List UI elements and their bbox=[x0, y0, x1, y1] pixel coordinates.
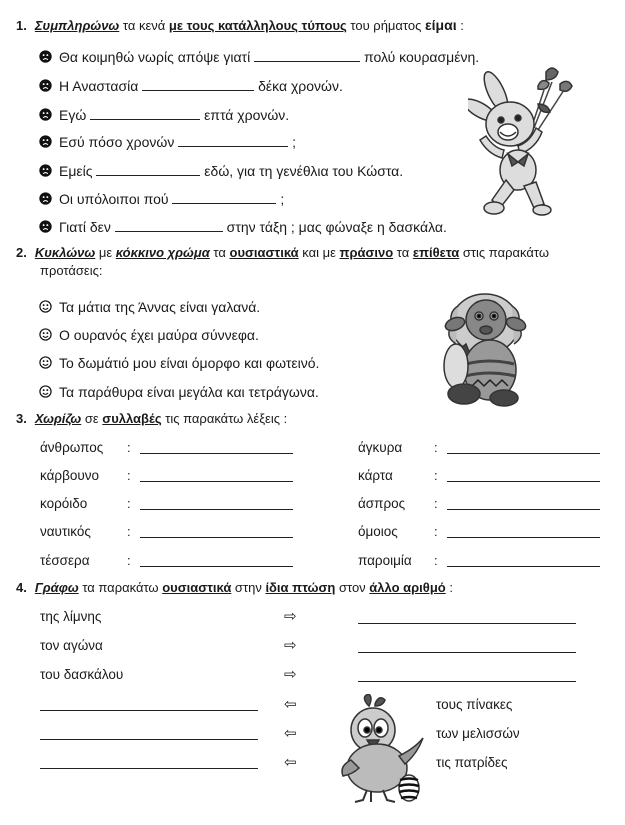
sentence-to-annotate[interactable]: Το δωμάτιό μου είναι όμορφο και φωτεινό. bbox=[59, 355, 320, 371]
instruction-verb: Συμπληρώνω bbox=[34, 18, 120, 33]
answer-line[interactable] bbox=[358, 681, 576, 682]
syllable-word: άνθρωπος bbox=[40, 440, 104, 455]
question-number: 2. bbox=[16, 245, 27, 260]
fill-in-sentence bbox=[59, 190, 284, 208]
syllable-answer-line[interactable] bbox=[447, 537, 600, 538]
sentence-start: Γιατί δεν bbox=[59, 219, 111, 235]
question-4-heading bbox=[16, 580, 453, 596]
instruction-emphasis: επίθετα bbox=[412, 245, 460, 260]
smiley-face-icon bbox=[39, 385, 53, 399]
noun-to-convert: των μελισσών bbox=[436, 726, 520, 741]
fill-in-sentence bbox=[59, 133, 296, 151]
noun-to-convert: τους πίνακες bbox=[436, 697, 513, 712]
syllable-answer-line[interactable] bbox=[140, 566, 293, 567]
sentence-end: ; bbox=[280, 191, 285, 207]
smiley-face-icon bbox=[39, 328, 53, 342]
syllable-word: άγκυρα bbox=[358, 440, 403, 455]
fill-in-sentence bbox=[59, 106, 289, 124]
sentence-end: πολύ κουρασμένη. bbox=[363, 49, 480, 65]
colon-separator: : bbox=[434, 524, 438, 539]
syllable-word: άσπρος bbox=[358, 496, 406, 511]
syllable-word: ναυτικός bbox=[40, 524, 91, 539]
colon-separator: : bbox=[434, 553, 438, 568]
sentence-end: στην τάξη ; μας φώναξε η δασκάλα. bbox=[226, 219, 447, 235]
instruction-text: με bbox=[95, 245, 116, 260]
sentence-to-annotate[interactable]: Ο ουρανός έχει μαύρα σύννεφα. bbox=[59, 327, 259, 343]
sad-face-icon bbox=[39, 79, 53, 93]
sentence-to-annotate[interactable]: Τα παράθυρα είναι μεγάλα και τετράγωνα. bbox=[59, 384, 319, 400]
smiley-face-icon bbox=[39, 356, 53, 370]
syllable-answer-line[interactable] bbox=[447, 481, 600, 482]
lamb-easter-egg-illustration bbox=[440, 286, 530, 408]
instruction-text: τα παρακάτω bbox=[78, 580, 163, 595]
answer-line[interactable] bbox=[358, 623, 576, 624]
instruction-text: στην bbox=[231, 580, 266, 595]
instruction-emphasis: ουσιαστικά bbox=[229, 245, 299, 260]
syllable-answer-line[interactable] bbox=[447, 566, 600, 567]
instruction-emphasis: με τους κατάλληλους τύπους bbox=[168, 18, 347, 33]
noun-to-convert: του δασκάλου bbox=[40, 667, 124, 682]
syllable-word: όμοιος bbox=[358, 524, 398, 539]
question-number: 4. bbox=[16, 580, 27, 595]
fill-in-sentence bbox=[59, 162, 403, 180]
sad-face-icon bbox=[39, 192, 53, 206]
sentence-start: Εγώ bbox=[59, 107, 87, 123]
colon-separator: : bbox=[434, 468, 438, 483]
fill-in-sentence bbox=[59, 77, 343, 95]
sentence-end: δέκα χρονών. bbox=[258, 78, 343, 94]
instruction-text: : bbox=[445, 580, 453, 595]
sad-face-icon bbox=[39, 164, 53, 178]
syllable-word: κάρβουνο bbox=[40, 468, 99, 483]
arrow-left-icon: ⇦ bbox=[284, 754, 297, 771]
question-2-heading-line2: προτάσεις: bbox=[40, 263, 103, 278]
sentence-end: ; bbox=[292, 134, 296, 150]
colon-separator: : bbox=[127, 524, 131, 539]
sentence-end: εδώ, για τη γενέθλια του Κώστα. bbox=[204, 163, 404, 179]
syllable-answer-line[interactable] bbox=[140, 453, 293, 454]
answer-blank[interactable] bbox=[172, 191, 276, 204]
syllable-answer-line[interactable] bbox=[447, 509, 600, 510]
colon-separator: : bbox=[127, 440, 131, 455]
instruction-text: στον bbox=[335, 580, 370, 595]
arrow-right-icon: ⇨ bbox=[284, 666, 297, 683]
syllable-answer-line[interactable] bbox=[447, 453, 600, 454]
question-2-heading bbox=[16, 245, 549, 261]
syllable-word: κορόιδο bbox=[40, 496, 88, 511]
instruction-emphasis: ίδια πτώση bbox=[265, 580, 336, 595]
sad-face-icon bbox=[39, 50, 53, 64]
question-number: 1. bbox=[16, 18, 27, 33]
instruction-text: : bbox=[456, 18, 464, 33]
noun-to-convert: της λίμνης bbox=[40, 609, 102, 624]
syllable-answer-line[interactable] bbox=[140, 481, 293, 482]
noun-to-convert: τον αγώνα bbox=[40, 638, 103, 653]
sentence-start: Εσύ πόσο χρονών bbox=[59, 134, 175, 150]
sentence-start: Οι υπόλοιποι πού bbox=[59, 191, 169, 207]
sentence-start: Η Αναστασία bbox=[59, 78, 139, 94]
instruction-text: σε bbox=[81, 411, 103, 426]
instruction-text: του ρήματος bbox=[346, 18, 425, 33]
chick-easter-egg-illustration bbox=[333, 694, 433, 806]
answer-blank[interactable] bbox=[115, 219, 223, 232]
arrow-left-icon: ⇦ bbox=[284, 696, 297, 713]
answer-blank[interactable] bbox=[142, 78, 254, 91]
smiley-face-icon bbox=[39, 300, 53, 314]
instruction-text: τις παρακάτω λέξεις : bbox=[161, 411, 288, 426]
instruction-emphasis: άλλο αριθμό bbox=[369, 580, 446, 595]
sad-face-icon bbox=[39, 135, 53, 149]
instruction-text: τα bbox=[393, 245, 413, 260]
fill-in-sentence bbox=[59, 48, 479, 66]
syllable-answer-line[interactable] bbox=[140, 537, 293, 538]
sentence-start: Εμείς bbox=[59, 163, 93, 179]
fill-in-sentence bbox=[59, 218, 447, 236]
question-3-heading bbox=[16, 411, 287, 427]
answer-blank[interactable] bbox=[90, 107, 200, 120]
syllable-answer-line[interactable] bbox=[140, 509, 293, 510]
arrow-right-icon: ⇨ bbox=[284, 608, 297, 625]
sentence-end: επτά χρονών. bbox=[204, 107, 290, 123]
answer-blank[interactable] bbox=[96, 163, 200, 176]
sad-face-icon bbox=[39, 108, 53, 122]
arrow-left-icon: ⇦ bbox=[284, 725, 297, 742]
answer-line[interactable] bbox=[358, 652, 576, 653]
instruction-emphasis: πράσινο bbox=[339, 245, 394, 260]
sentence-start: Θα κοιμηθώ νωρίς απόψε γιατί bbox=[59, 49, 251, 65]
bunny-flowers-illustration bbox=[468, 62, 578, 222]
instruction-text: στις παρακάτω bbox=[459, 245, 549, 260]
instruction-emphasis: ουσιαστικά bbox=[162, 580, 232, 595]
instruction-emphasis: είμαι bbox=[424, 17, 457, 33]
instruction-verb: Κυκλώνω bbox=[34, 245, 96, 260]
answer-blank[interactable] bbox=[178, 134, 288, 147]
question-number: 3. bbox=[16, 411, 27, 426]
instruction-text: και με bbox=[298, 245, 340, 260]
noun-to-convert: τις πατρίδες bbox=[436, 755, 508, 770]
syllable-word: παροιμία bbox=[358, 553, 412, 568]
syllable-word: τέσσερα bbox=[40, 553, 90, 568]
arrow-right-icon: ⇨ bbox=[284, 637, 297, 654]
instruction-text: τα bbox=[209, 245, 230, 260]
colon-separator: : bbox=[434, 440, 438, 455]
instruction-verb: Γράφω bbox=[34, 580, 79, 595]
instruction-emphasis: συλλαβές bbox=[102, 411, 162, 426]
sad-face-icon bbox=[39, 220, 53, 234]
sentence-to-annotate[interactable]: Τα μάτια της Άννας είναι γαλανά. bbox=[59, 299, 261, 315]
answer-blank[interactable] bbox=[254, 49, 360, 62]
question-1-heading bbox=[16, 17, 464, 34]
syllable-word: κάρτα bbox=[358, 468, 393, 483]
answer-line[interactable] bbox=[40, 710, 258, 711]
answer-line[interactable] bbox=[40, 739, 258, 740]
instruction-text: τα κενά bbox=[119, 18, 169, 33]
colon-separator: : bbox=[127, 468, 131, 483]
answer-line[interactable] bbox=[40, 768, 258, 769]
colon-separator: : bbox=[127, 496, 131, 511]
colon-separator: : bbox=[127, 553, 131, 568]
instruction-emphasis: κόκκινο χρώμα bbox=[115, 245, 210, 260]
colon-separator: : bbox=[434, 496, 438, 511]
instruction-verb: Χωρίζω bbox=[34, 411, 82, 426]
